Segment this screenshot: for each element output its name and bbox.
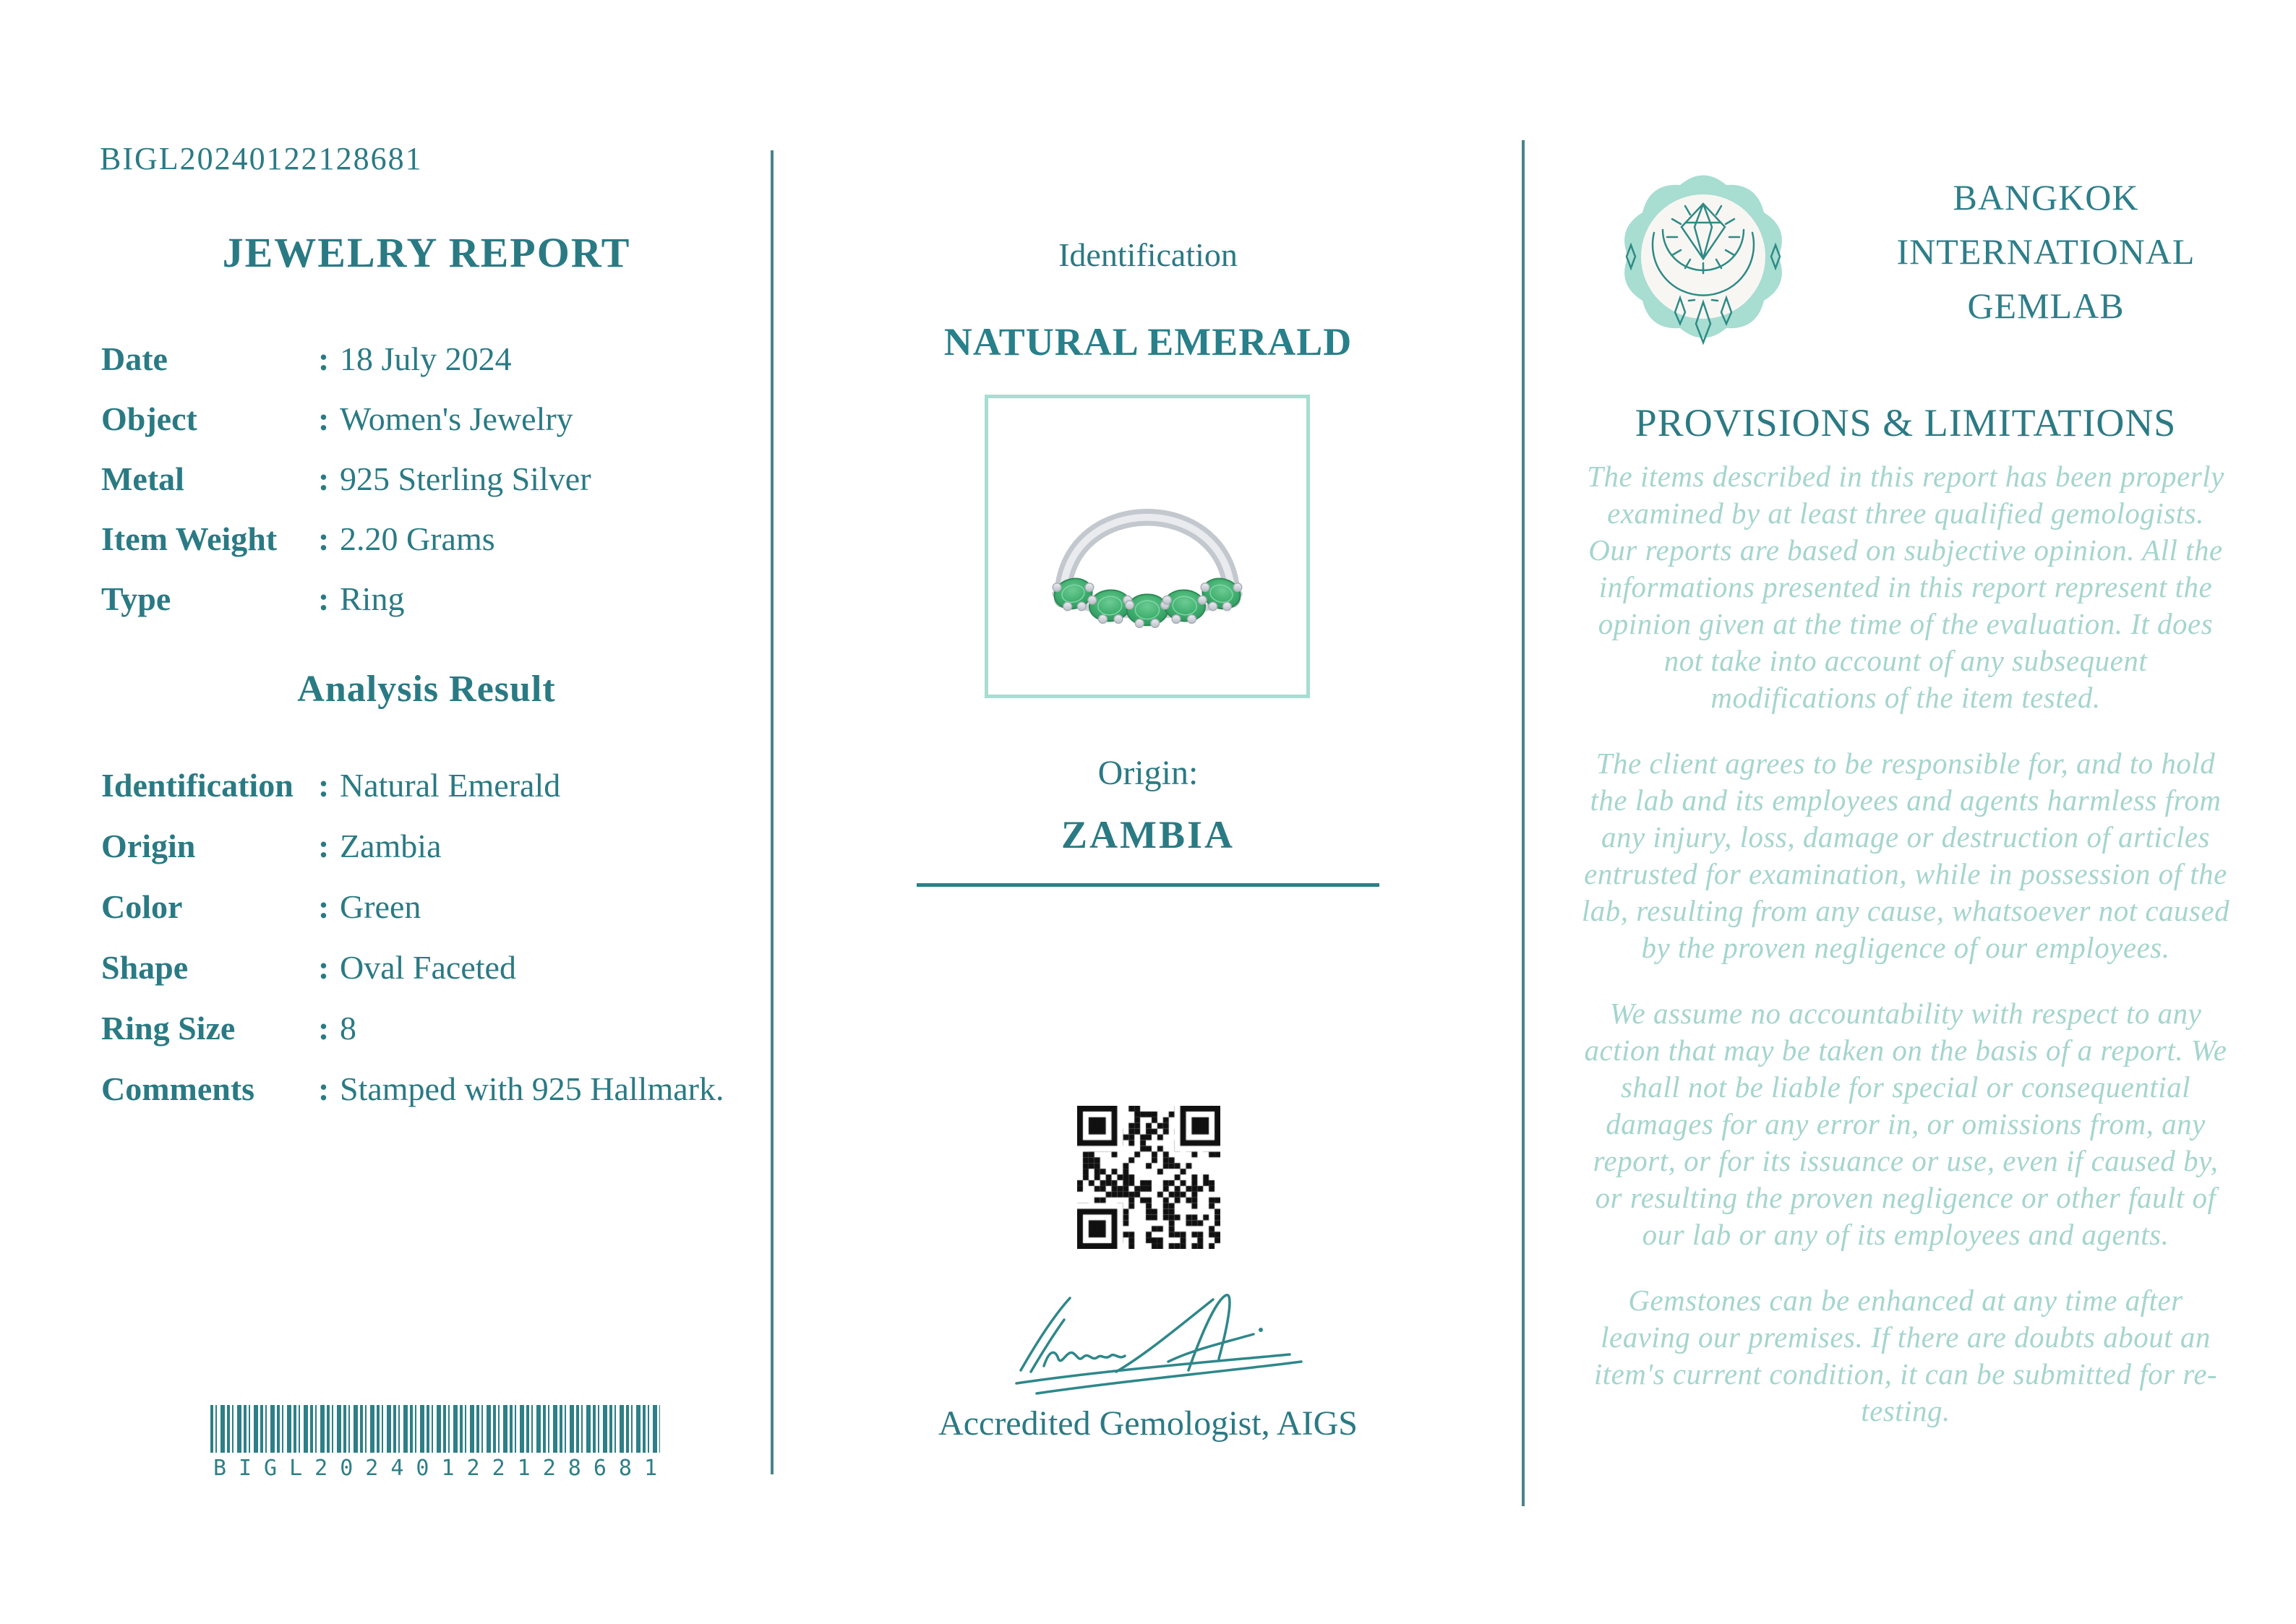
field-label: Ring Size (101, 1010, 236, 1047)
field-row-item-weight (101, 521, 766, 581)
field-row-comments (101, 1071, 766, 1132)
lab-name-line1: BANGKOK (1953, 177, 2139, 218)
field-colon (318, 1071, 340, 1108)
barcode (210, 1405, 660, 1453)
field-colon (318, 521, 340, 558)
column-divider-left (771, 150, 774, 1474)
field-colon (318, 1010, 340, 1047)
field-label: Date (101, 340, 168, 377)
lab-logo (1611, 160, 1796, 353)
qr-code (1077, 1106, 1220, 1249)
field-value: 18 July 2024 (340, 340, 512, 377)
report-fields (101, 341, 766, 641)
field-colon (318, 889, 340, 926)
emerald-ring-photo (988, 398, 1306, 695)
field-value: 8 (340, 1010, 356, 1047)
report-title: JEWELRY REPORT (222, 229, 631, 276)
identification-heading: Identification (1058, 236, 1238, 273)
field-value: Natural Emerald (340, 767, 561, 804)
field-value: Green (340, 888, 421, 925)
lab-name-line2: INTERNATIONAL (1896, 231, 2196, 272)
qr-code-wrap (1077, 1106, 1220, 1249)
field-row-date (101, 341, 766, 401)
field-row-ring-size (101, 1010, 766, 1071)
jewelry-photo-frame (985, 395, 1310, 698)
origin-underline (917, 883, 1379, 887)
field-value: Oval Faceted (340, 949, 516, 986)
field-label: Origin (101, 828, 196, 864)
field-row-color (101, 889, 766, 950)
signature-icon (974, 1284, 1322, 1406)
field-value: 2.20 Grams (340, 520, 495, 557)
field-colon (318, 581, 340, 618)
field-colon (318, 341, 340, 378)
gemologist-credential: Accredited Gemologist, AIGS (938, 1404, 1358, 1443)
gem-name: NATURAL EMERALD (943, 320, 1353, 364)
field-row-object (101, 401, 766, 461)
field-label: Comments (101, 1070, 255, 1107)
field-label: Object (101, 400, 197, 437)
analysis-result-title: Analysis Result (297, 669, 556, 710)
field-label: Metal (101, 460, 184, 497)
lab-name-line3: GEMLAB (1967, 285, 2125, 326)
field-row-shape (101, 950, 766, 1010)
provisions-paragraph-3: We assume no accountability with respect to any action that may be taken on the basis of a report. We shall not be liable for special or consequential damages for any error in, or omissions from, any report, or for its issuance or use, even if caused by, or resulting the proven negligence or other fault of our lab or any of its employees and agents. (1584, 997, 2227, 1251)
column-divider-right (1522, 140, 1525, 1506)
field-label: Shape (101, 949, 189, 986)
field-label: Color (101, 888, 183, 925)
emerald-stones (1051, 575, 1243, 625)
barcode-text: BIGL20240122128681 (213, 1456, 670, 1481)
field-value: Stamped with 925 Hallmark. (340, 1070, 724, 1107)
field-row-identification (101, 768, 766, 828)
provisions-paragraph-1: The items described in this report has been properly examined by at least three qualified gemologists. Our reports are based on subjective opinion. All the informations presented in this report represent the opinion given at the time of the evaluation. It does not take into account of any subsequent modifications of the item tested. (1587, 460, 2224, 714)
origin-value: ZAMBIA (1061, 813, 1235, 856)
field-value: Women's Jewelry (340, 400, 573, 437)
provisions-title: PROVISIONS & LIMITATIONS (1635, 401, 2177, 444)
provisions-paragraph-2: The client agrees to be responsible for, and to hold the lab and its employees and agents harmless from any injury, loss, damage or destruction of articles entrusted for examination, while in possession of the lab, resulting from any cause, whatsoever not caused by the proven negligence of our employees. (1581, 747, 2230, 964)
field-colon (318, 828, 340, 865)
field-row-metal (101, 461, 766, 521)
field-colon (318, 461, 340, 498)
field-label: Type (101, 580, 171, 617)
gemologist-signature (974, 1284, 1322, 1406)
provisions-paragraph-4: Gemstones can be enhanced at any time after leaving our premises. If there are doubts about an item's current condition, it can be submitted for re-testing. (1593, 1284, 2218, 1427)
field-colon (318, 950, 340, 987)
field-colon (318, 401, 340, 438)
field-colon (318, 768, 340, 804)
field-label: Item Weight (101, 520, 278, 557)
analysis-fields (101, 768, 766, 1132)
field-value: Ring (340, 580, 405, 617)
field-label: Identification (101, 767, 294, 804)
provisions-text (1580, 458, 2231, 1458)
field-row-origin (101, 828, 766, 889)
field-value: Zambia (340, 828, 442, 864)
field-row-type (101, 581, 766, 641)
lab-name (1822, 171, 2270, 333)
field-value: 925 Sterling Silver (340, 460, 591, 497)
report-number: BIGL20240122128681 (100, 141, 423, 176)
origin-label: Origin: (1097, 754, 1199, 792)
gemlab-seal-icon (1611, 160, 1796, 353)
